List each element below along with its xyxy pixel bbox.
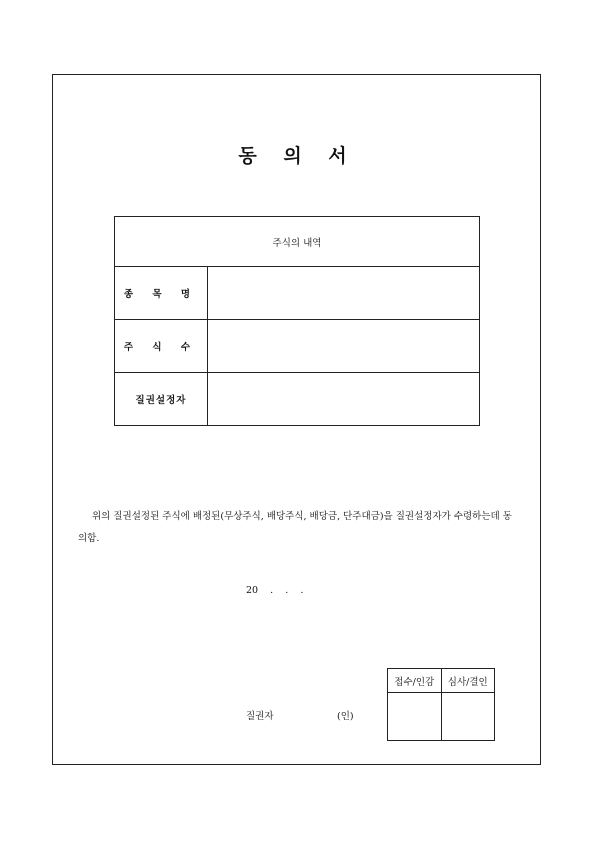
stock-details-header: 주식의 내역: [115, 217, 480, 267]
office-use-table: [387, 668, 495, 741]
pledgor-field[interactable]: [208, 373, 480, 426]
stock-name-label: 종 목 명: [115, 267, 208, 320]
seal-label: (인): [337, 711, 354, 722]
table-row: [388, 693, 495, 741]
stock-details-table: [114, 216, 480, 426]
pledgee-label: 질권자: [246, 711, 274, 722]
share-count-field[interactable]: [208, 320, 480, 373]
table-row: [115, 267, 480, 320]
table-row: [388, 669, 495, 693]
review-approval-box[interactable]: [441, 693, 495, 741]
document-title: 동 의 서: [238, 145, 357, 167]
table-row: [115, 373, 480, 426]
receipt-seal-box[interactable]: [388, 693, 442, 741]
pledgor-label: 질권설정자: [115, 373, 208, 426]
table-row: [115, 217, 480, 267]
share-count-label: 주 식 수: [115, 320, 208, 373]
table-row: [115, 320, 480, 373]
consent-statement: 위의 질권설정된 주식에 배정된(무상주식, 배당주식, 배당금, 단주대금)을 질권설정자가 수령하는데 동의함.: [78, 511, 512, 544]
date-line[interactable]: 20 . . .: [246, 585, 304, 596]
receipt-seal-header: 접수/인감: [388, 669, 442, 693]
review-approval-header: 심사/결인: [441, 669, 495, 693]
stock-name-field[interactable]: [208, 267, 480, 320]
